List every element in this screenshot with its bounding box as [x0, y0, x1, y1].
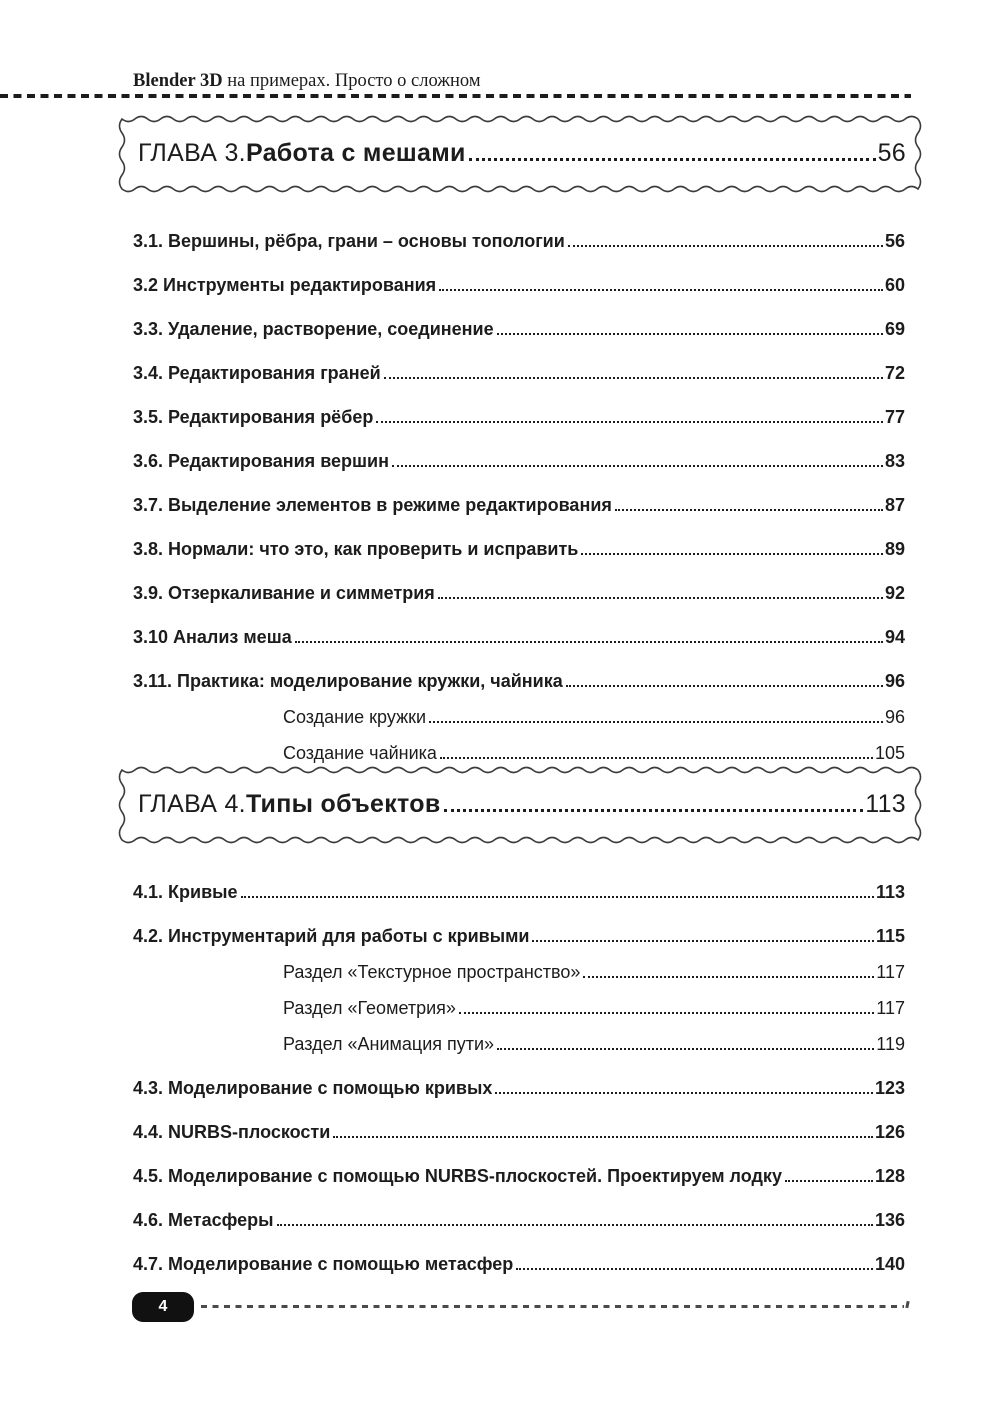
footer-dashed-rule [201, 1305, 904, 1308]
dot-leader [376, 421, 883, 423]
dot-leader [785, 1180, 873, 1182]
toc-entry [133, 319, 905, 339]
toc-entry-page-number: 96 [884, 707, 905, 727]
book-subtitle: на примерах. Просто о сложном [222, 71, 481, 91]
dot-leader [583, 976, 874, 978]
toc-entry [133, 1210, 905, 1230]
toc-entry-page-number: 87 [884, 495, 905, 515]
dot-leader [568, 245, 883, 247]
footer-rule-tick [905, 1301, 909, 1308]
chapter-heading-box [118, 115, 922, 193]
toc-entry-title: 4.3. Моделирование с помощью кривых [133, 1078, 493, 1098]
dot-leader [444, 809, 864, 812]
toc-entry-page-number: 92 [884, 583, 905, 603]
toc-entry [133, 407, 905, 427]
toc-entry-page-number: 117 [876, 998, 905, 1018]
toc [133, 112, 905, 1274]
toc-entry [133, 926, 905, 946]
chapter-page-number: 113 [865, 790, 906, 818]
toc-entry-title: 3.9. Отзеркаливание и симметрия [133, 583, 435, 603]
toc-entry [133, 1166, 905, 1186]
toc-entry-page-number: 60 [884, 275, 905, 295]
dot-leader [440, 757, 873, 759]
book-title: Blender 3D [133, 71, 223, 91]
dot-leader [497, 333, 883, 335]
toc-entry-page-number: 140 [874, 1254, 905, 1274]
toc-entry-page-number: 77 [884, 407, 905, 427]
toc-entry-title: Раздел «Текстурное пространство» [283, 962, 581, 982]
page-number-badge [132, 1292, 194, 1322]
dot-leader [497, 1048, 874, 1050]
toc-entry-title: Создание чайника [283, 743, 437, 763]
toc-entry [133, 583, 905, 603]
chapter-label: ГЛАВА 3. [138, 139, 246, 167]
toc-entry-title: 3.5. Редактирования рёбер [133, 407, 374, 427]
toc-entry-title: 3.11. Практика: моделирование кружки, чайника [133, 671, 563, 691]
toc-entry-page-number: 72 [884, 363, 905, 383]
toc-entry [133, 1122, 905, 1142]
toc-entry [283, 962, 905, 982]
toc-entry-page-number: 123 [874, 1078, 905, 1098]
dot-leader [439, 289, 883, 291]
toc-entry-page-number: 94 [884, 627, 905, 647]
dot-leader [495, 1092, 873, 1094]
dot-leader [581, 553, 883, 555]
header-dashed-rule [0, 94, 911, 98]
toc-entry-page-number: 113 [875, 882, 905, 902]
dot-leader [392, 465, 883, 467]
toc-entry-title: Раздел «Геометрия» [283, 998, 456, 1018]
dot-leader [438, 597, 883, 599]
chapter-label: ГЛАВА 4. [138, 790, 246, 818]
toc-entry-page-number: 115 [875, 926, 905, 946]
toc-entry [283, 998, 905, 1018]
chapter-title: Работа с мешами [245, 139, 466, 167]
chapter-heading-box [118, 766, 922, 844]
toc-entry [133, 882, 905, 902]
toc-entry-title: 3.3. Удаление, растворение, соединение [133, 319, 494, 339]
toc-entry-title: 3.6. Редактирования вершин [133, 451, 389, 471]
dot-leader [295, 641, 883, 643]
toc-entry [133, 363, 905, 383]
toc-entry-page-number: 96 [884, 671, 905, 691]
page-number: 4 [158, 1298, 168, 1315]
page-header [133, 71, 940, 91]
toc-entry-title: 3.7. Выделение элементов в режиме редактирования [133, 495, 612, 515]
toc-entry [133, 275, 905, 295]
toc-entry-title: 4.4. NURBS-плоскости [133, 1122, 331, 1142]
toc-entry-page-number: 69 [884, 319, 905, 339]
dot-leader [429, 721, 883, 723]
toc-entry-page-number: 119 [876, 1034, 905, 1054]
toc-entry-title: 4.7. Моделирование с помощью метасфер [133, 1254, 514, 1274]
toc-entry-page-number: 56 [884, 231, 905, 251]
toc-entry-title: 4.5. Моделирование с помощью NURBS-плоскостей. Проектируем лодку [133, 1166, 782, 1186]
dot-leader [241, 896, 874, 898]
chapter-heading [138, 139, 906, 167]
dot-leader [459, 1012, 874, 1014]
toc-entry [133, 539, 905, 559]
dot-leader [333, 1136, 873, 1138]
toc-entry-title: Раздел «Анимация пути» [283, 1034, 495, 1054]
toc-entry [133, 231, 905, 251]
toc-entry-title: 3.10 Анализ меша [133, 627, 292, 647]
dot-leader [532, 940, 873, 942]
toc-entry [133, 671, 905, 691]
toc-entry-page-number: 136 [874, 1210, 905, 1230]
toc-entry [133, 495, 905, 515]
toc-entry [133, 451, 905, 471]
dot-leader [469, 158, 876, 161]
dot-leader [277, 1224, 873, 1226]
toc-entry-page-number: 128 [874, 1166, 905, 1186]
toc-entry-title: 3.4. Редактирования граней [133, 363, 381, 383]
chapter-title: Типы объектов [245, 790, 441, 818]
dot-leader [516, 1268, 873, 1270]
toc-entry [283, 1034, 905, 1054]
toc-entry-title: 4.6. Метасферы [133, 1210, 274, 1230]
toc-entry-title: 3.8. Нормали: что это, как проверить и исправить [133, 539, 579, 559]
toc-entry-page-number: 105 [874, 743, 905, 763]
toc-entry-page-number: 126 [874, 1122, 905, 1142]
toc-entry-page-number: 89 [884, 539, 905, 559]
toc-entry-title: Создание кружки [283, 707, 427, 727]
toc-entry-title: 4.2. Инструментарий для работы с кривыми [133, 926, 530, 946]
page-footer [0, 1290, 1000, 1326]
toc-entry-page-number: 83 [884, 451, 905, 471]
toc-entry-title: 4.1. Кривые [133, 882, 238, 902]
dot-leader [384, 377, 883, 379]
dot-leader [566, 685, 883, 687]
toc-entry [133, 627, 905, 647]
toc-entry [283, 707, 905, 727]
toc-entry-page-number: 117 [876, 962, 905, 982]
dot-leader [615, 509, 883, 511]
toc-entry [133, 1254, 905, 1274]
chapter-heading [138, 790, 906, 818]
toc-entry [283, 743, 905, 763]
toc-entry-title: 3.1. Вершины, рёбра, грани – основы топологии [133, 231, 565, 251]
toc-entry-title: 3.2 Инструменты редактирования [133, 275, 437, 295]
chapter-page-number: 56 [877, 139, 906, 167]
toc-entry [133, 1078, 905, 1098]
